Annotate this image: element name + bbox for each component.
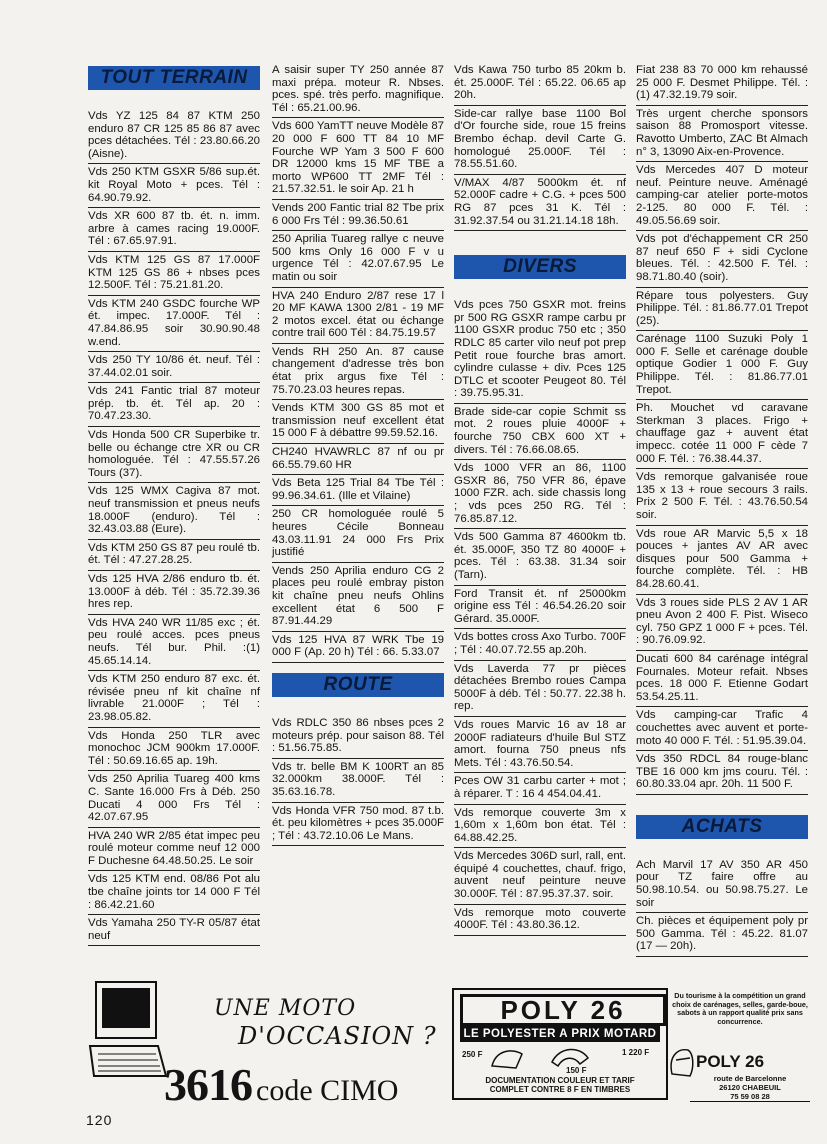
poly26-subtitle: LE POLYESTER A PRIX MOTARD <box>460 1026 660 1042</box>
classified-list-col1 <box>88 108 260 946</box>
classified-ad: Vds remorque galvanisée roue 135 x 13 + roue secours 3 rails. Prix 2 500 F. Tél. : 43.76.50.54 soir. <box>636 469 808 525</box>
classified-ad: Vds 600 YamTT neuve Modèle 87 20 000 F 600 TT 84 10 MF Fourche WP Yam 3 500 F 600 DR 12000 kms 15 MF TBE a morto WP600 TT 2MF Tél : 21.57.32.51. le soir Ap. 21 h <box>272 118 444 200</box>
classified-ad: Vds 500 Gamma 87 4600km tb. ét. 35.000F, 350 TZ 80 4000F + pces. Tél : 63.38. 31.34 soir (Tarn). <box>454 529 626 585</box>
classified-list-route <box>272 715 444 846</box>
classified-list-col3-top <box>454 62 626 231</box>
classified-ad: Vds 125 WMX Cagiva 87 mot. neuf transmission et pneus neufs 18.000F (enduro). Tél : 32.43.03.88 (Eure). <box>88 483 260 539</box>
classified-ad: Vds RDLC 350 86 nbses pces 2 moteurs prép. pour saison 88. Tél : 51.56.75.85. <box>272 715 444 759</box>
classified-ad: Vds 250 KTM GSXR 5/86 sup.ét. kit Royal Moto + pces. Tél : 64.90.79.92. <box>88 164 260 208</box>
classified-ad: Fiat 238 83 70 000 km rehaussé 25 000 F. Desmet Philippe. Tél. : (1) 47.32.19.79 soir. <box>636 62 808 106</box>
classified-list-col4 <box>636 62 808 795</box>
classified-ad: HVA 240 Enduro 2/87 rese 17 l 20 MF KAWA 1300 2/81 - 19 MF 2 motos excel. état ou échange contre trail 600 Tél : 84.75.19.57 <box>272 288 444 344</box>
section-header-divers: DIVERS <box>454 255 626 279</box>
column-1 <box>88 62 260 946</box>
classified-ad: Ph. Mouchet vd caravane Sterkman 3 places. Frigo + chauffage gaz + auvent état impecc. cotée 11 000 F cède 7 000 F. Tél. : 76.38.44.37. <box>636 400 808 469</box>
poly26-advert <box>452 988 812 1112</box>
classified-ad: Vds 1000 VFR an 86, 1100 GSXR 86, 750 VFR 86, épave 1000 FZR. ach. side chassis long ; vds pces 250 RG. Tél : 76.85.87.12. <box>454 460 626 529</box>
classified-ad: Vds bottes cross Axo Turbo. 700F ; Tél : 40.07.72.55 ap.20h. <box>454 629 626 660</box>
classified-ad: Vds KTM 240 GSDC fourche WP ét. impec. 17.000F. Tél : 47.84.86.95 soir 30.90.90.48 w.end. <box>88 296 260 352</box>
classified-ad: HVA 240 WR 2/85 état impec peu roulé moteur comme neuf 12 000 F Duchesne 64.48.50.25. Le soir <box>88 828 260 872</box>
poly26-description: Du tourisme à la compétition un grand choix de carénages, selles, garde-boue, sabots à un rapport qualité prix sans concurrence. <box>672 991 808 1026</box>
classified-list-divers <box>454 297 626 936</box>
column-3 <box>454 62 626 936</box>
classified-list-achats <box>636 857 808 957</box>
poly26-brand: POLY 26 <box>696 1052 765 1071</box>
classified-ad: Vds Beta 125 Trial 84 Tbe Tél : 99.96.34.61. (Ille et Vilaine) <box>272 475 444 506</box>
classified-ad: CH240 HVAWRLC 87 nf ou pr 66.55.79.60 HR <box>272 444 444 475</box>
classified-ad: Vds YZ 125 84 87 KTM 250 enduro 87 CR 125 85 86 87 avec pces détachées. Tél : 23.80.66.20 (Aisne). <box>88 108 260 164</box>
classified-ad: Vds 125 KTM end. 08/86 Pot alu tbe chaîne joints tor 14 000 F Tél : 86.42.21.60 <box>88 871 260 915</box>
classified-ad: Vds tr. belle BM K 100RT an 85 32.000km 38.000F. Tél : 35.63.16.78. <box>272 759 444 803</box>
page-number: 120 <box>86 1112 113 1128</box>
classified-ad: Ford Transit ét. nf 25000km origine ess Tél : 46.54.26.20 soir Gérard. 35.000F. <box>454 586 626 630</box>
classified-ad: Vds KTM 250 GS 87 peu roulé tb. ét. Tél : 47.27.28.25. <box>88 540 260 571</box>
minitel-promo <box>88 976 444 1110</box>
classified-ad: Vds Honda 250 TLR avec monochoc JCM 900km 17.000F. Tél : 50.69.16.65 ap. 19h. <box>88 728 260 772</box>
classified-ad: Vds Laverda 77 pr pièces détachées Brembo roues Campa 5000F à déb. Tél : 50.77. 22.38 h. rep. <box>454 661 626 717</box>
classified-ad: Vds roues Marvic 16 av 18 ar 2000F radiateurs d'huile Bul STZ amort. fourna 750 pneus nfs Mets. Tél : 43.76.50.54. <box>454 717 626 773</box>
poly26-address-line-1: route de Barcelonne <box>713 1074 787 1083</box>
classified-ad: Vds KTM 250 enduro 87 exc. ét. révisée pneu nf kit chaîne nf livrable 21.000F ; Tél : 23.98.05.82. <box>88 671 260 727</box>
classified-ad: Side-car rallye base 1100 Bol d'Or fourche side, roue 15 freins Brembo échap. devil Carte G. homologué 25.000F. Tél : 78.55.51.60. <box>454 106 626 175</box>
classified-ad: Vds Honda 500 CR Superbike tr. belle ou échange ctre XR ou CR homologuée. Tél : 47.55.57.26 Tours (37). <box>88 427 260 483</box>
classified-ad: Vds 250 Aprilia Tuareg 400 kms C. Sante 16.000 Frs à Déb. 250 Ducati 4 000 Frs Tél : 42.07.67.95 <box>88 771 260 827</box>
classified-ad: Vds Kawa 750 turbo 85 20km b. ét. 25.000F. Tél : 65.22. 06.65 ap 20h. <box>454 62 626 106</box>
classified-ad: Vds camping-car Trafic 4 couchettes avec auvent et porte-moto 40 000 F. Tél. : 51.95.39.04. <box>636 707 808 751</box>
promo-minitel-code <box>164 1058 398 1111</box>
promo-code: code CIMO <box>256 1074 399 1107</box>
classified-ad: Vds 3 roues side PLS 2 AV 1 AR pneu Avon 2 400 F. Pist. Wiseco cyl. 750 GPZ 1 000 F + pces. Tél. : 90.76.09.92. <box>636 595 808 651</box>
classified-ad: Carénage 1100 Suzuki Poly 1 000 F. Selle et carénage double optique Godier 1 000 F. Guy Philippe. Tél. : 81.86.77.01 Trepot. <box>636 331 808 400</box>
classified-ad: 250 CR homologuée roulé 5 heures Cécile Bonneau 43.03.11.91 24 000 Frs Prix justifié <box>272 506 444 562</box>
classified-ad: Vds Mercedes 306D surl, rall, ent. équipé 4 couchettes, chauf. frigo, auvent neuf peinture neuve 30.000F. Tél : 87.95.37.37. soir. <box>454 848 626 904</box>
classified-ad: Vds KTM 125 GS 87 17.000F KTM 125 GS 86 + nbses pces 12.500F. Tél : 75.21.81.20. <box>88 252 260 296</box>
classified-ad: Vds Yamaha 250 TY-R 05/87 état neuf <box>88 915 260 946</box>
classified-ad: Ach Marvil 17 AV 350 AR 450 pour TZ faire offre au 50.98.10.54. ou 50.98.75.27. Le soir <box>636 857 808 913</box>
poly26-title: POLY 26 <box>460 994 666 1026</box>
classified-ad: Vds 125 HVA 87 WRK Tbe 19 000 F (Ap. 20 h) Tél : 66. 5.33.07 <box>272 632 444 663</box>
classified-ad: Vds remorque couverte 3m x 1,60m x 1,60m bon état. Tél : 64.88.42.25. <box>454 805 626 849</box>
classified-ad: V/MAX 4/87 5000km ét. nf 52.000F cadre + C.G. + pces 500 RG 87 pces 31 K. Tél : 31.92.37.54 ou 31.21.14.18 18h. <box>454 175 626 231</box>
mudguard-icon <box>550 1044 590 1068</box>
classified-ad: Vds XR 600 87 tb. ét. n. imm. arbre à cames racing 19.000F. Tél : 67.65.97.91. <box>88 208 260 252</box>
classified-ad: Vds pot d'échappement CR 250 87 neuf 650 F + sidi Cyclone bleues. Tél. : 42.500 F. Tél. : 98.71.80.40 (soir). <box>636 231 808 287</box>
section-header-tout-terrain: TOUT TERRAIN <box>88 66 260 90</box>
price-tag-1: 250 F <box>462 1050 483 1059</box>
classified-ad: Vds 350 RDCL 84 rouge-blanc TBE 16 000 km jms couru. Tél. : 60.80.33.04 apr. 20h. 11 500 F. <box>636 751 808 795</box>
poly26-address <box>690 1074 810 1102</box>
classified-ad: Vds pces 750 GSXR mot. freins pr 500 RG GSXR rampe carbu pr 1100 GSXR produc 750 etc ; 350 RDLC 85 carter vilo neuf pot prep Petit roue fourche bras amort. cylindre culasse + div. Pces 125 DTLC et scooter Peugeot 80. Tél : 39.75.95.31. <box>454 297 626 404</box>
classified-ad: Vds remorque moto couverte 4000F. Tél : 43.80.36.12. <box>454 905 626 936</box>
column-2 <box>272 62 444 846</box>
classified-ad: 250 Aprilia Tuareg rallye c neuve 500 kms Only 16 000 F v u urgence Tél : 42.07.67.95 Le matin ou soir <box>272 231 444 287</box>
promo-line-2: D'OCCASION ? <box>238 1022 437 1050</box>
poly26-doc-line-2: COMPLET CONTRE 8 F EN TIMBRES <box>489 1085 631 1094</box>
section-header-achats: ACHATS <box>636 815 808 839</box>
classified-ad: Vds roue AR Marvic 5,5 x 18 pouces + jantes AV AR avec disques pour 500 Gamma + fourche complète. Tél. : HB 84.28.60.41. <box>636 526 808 595</box>
poly26-documentation <box>458 1076 662 1094</box>
section-header-route: ROUTE <box>272 673 444 697</box>
poly26-address-line-2: 26120 CHABEUIL <box>719 1083 781 1092</box>
poly26-box <box>452 988 668 1100</box>
classified-ad: Vds Honda VFR 750 mod. 87 t.b. ét. peu kilomètres + pces 35.000F ; Tél : 43.72.10.06 Le Mans. <box>272 803 444 847</box>
column-4 <box>636 62 808 957</box>
classified-list-col2 <box>272 62 444 663</box>
price-tag-3: 1 220 F <box>622 1048 650 1057</box>
poly26-doc-line-1: DOCUMENTATION COULEUR ET TARIF <box>485 1076 635 1085</box>
classified-ad: Vends RH 250 An. 87 cause changement d'adresse très bon état prix argus fixe Tél : 75.70.23.03 heures repas. <box>272 344 444 400</box>
classified-ad: Vds Mercedes 407 D moteur neuf. Peinture neuve. Aménagé camping-car atelier porte-motos 2-125. 80 000 F. Tél. : 49.05.56.69 soir. <box>636 162 808 231</box>
poly26-phone: 75 59 08 28 <box>690 1092 810 1102</box>
price-tag-2: 150 F <box>566 1066 587 1075</box>
classified-ad: Vends 250 Aprilia enduro CG 2 places peu roulé embray piston kit chaîne pneu neufs Ohlins excellent état 6 500 F 87.91.44.29 <box>272 563 444 632</box>
promo-number: 3616 <box>164 1059 252 1110</box>
classified-ad: Vds 250 TY 10/86 ét. neuf. Tél : 37.44.02.01 soir. <box>88 352 260 383</box>
classified-ad: Vends 200 Fantic trial 82 Tbe prix 6 000 Frs Tél : 99.36.50.61 <box>272 200 444 231</box>
classified-ad: A saisir super TY 250 année 87 maxi prépa. moteur R. Nbses. pces. spé. très perfo. magnifique. Tél : 65.21.00.96. <box>272 62 444 118</box>
classified-ad: Vds 125 HVA 2/86 enduro tb. ét. 13.000F à déb. Tél : 35.72.39.36 hres rep. <box>88 571 260 615</box>
classified-ad: Brade side-car copie Schmit ss mot. 2 roues pluie 4000F + fourche 750 CBX 600 XT + divers. Tél : 76.66.08.65. <box>454 404 626 460</box>
classified-ad: Vds HVA 240 WR 11/85 exc ; ét. peu roulé acces. pces pneus neufs. Tél bur. Phil. :(1) 45.65.14.14. <box>88 615 260 671</box>
promo-line-1: UNE MOTO <box>214 996 357 1021</box>
classified-ad: Très urgent cherche sponsors saison 88 Promosport vitesse. Ravotto Umberto, ZAC Bt Almach n° 3, 13090 Aix-en-Provence. <box>636 106 808 162</box>
fairing-icon <box>490 1046 524 1070</box>
classified-ad: Répare tous polyesters. Guy Philippe. Tél. : 81.86.77.01 Trepot (25). <box>636 288 808 332</box>
classified-ad: Pces OW 31 carbu carter + mot ; à réparer. T : 16 4 454.04.41. <box>454 773 626 804</box>
classified-ad: Ducati 600 84 carénage intégral Fournales. Moteur refait. Nbses pces. 18 000 F. Etienne Godart 53.54.25.11. <box>636 651 808 707</box>
minitel-computer-icon <box>88 976 168 1080</box>
classified-ad: Vds 241 Fantic trial 87 moteur prép. tb. ét. Tél ap. 20 : 70.47.23.30. <box>88 383 260 427</box>
classified-ad: Ch. pièces et équipement poly pr 500 Gamma. Tél : 45.22. 81.07 (17 — 20h). <box>636 913 808 957</box>
classified-ad: Vends KTM 300 GS 85 mot et transmission neuf excellent état 15 000 F à débattre 99.59.52.16. <box>272 400 444 444</box>
